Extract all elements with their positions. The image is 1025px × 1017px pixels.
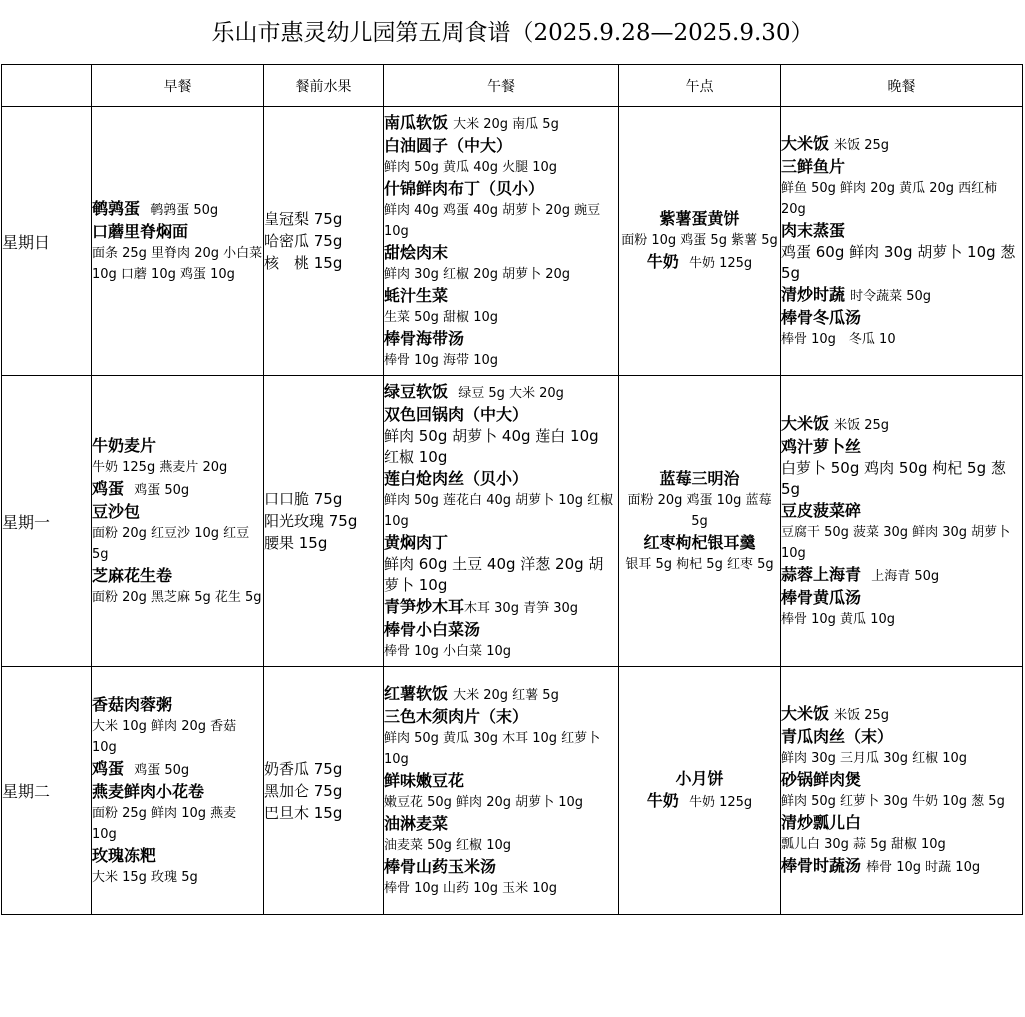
lunch-cell [384,107,619,376]
dish-detail: 油麦菜 50g 红椒 10g [384,837,511,853]
dish-detail: 鲜肉 30g 三月瓜 30g 红椒 10g [781,751,968,766]
dish-detail: 棒骨 10g 时蔬 10g [866,860,981,875]
dish-name: 白油圆子（中大） [384,135,513,155]
dish-detail: 鸡蛋 60g 鲜肉 30g 胡萝卜 10g 葱 5g [781,242,1016,282]
header-dinner: 晚餐 [781,65,1023,107]
fruit-item: 阳光玫瑰 75g [264,512,358,530]
dinner-cell [781,107,1023,376]
dish-name: 蒜蓉上海青 [781,564,862,584]
dish-detail: 面条 25g 里脊肉 20g 小白菜 10g 口蘑 10g 鸡蛋 10g [92,245,263,282]
dish-detail: 牛奶 125g 燕麦片 20g [92,459,228,475]
fruit-item: 哈密瓜 75g [264,232,343,250]
dish-name: 甜烩肉末 [384,242,449,262]
dish-name: 南瓜软饭 [384,112,449,132]
dish-detail: 瓢儿白 30g 蒜 5g 甜椒 10g [781,837,946,852]
dish-detail: 面粉 10g 鸡蛋 5g 紫薯 5g [621,233,778,248]
dish-detail: 时令蔬菜 50g [850,288,932,304]
dish-name: 大米饭 [781,413,830,433]
dish-name: 大米饭 [781,704,830,723]
dish-detail: 鲜肉 50g 黄瓜 40g 火腿 10g [384,159,558,175]
dish-detail: 生菜 50g 甜椒 10g [384,309,498,325]
dish-name: 双色回锅肉（中大） [384,404,529,424]
dish-detail: 棒骨 10g 山药 10g 玉米 10g [384,880,558,896]
dish-name: 棒骨小白菜汤 [384,619,481,639]
dish-name: 三鲜鱼片 [781,156,846,176]
dish-detail: 嫩豆花 50g 鲜肉 20g 胡萝卜 10g [384,794,584,810]
fruit-item: 巴旦木 15g [264,803,343,822]
dish-detail: 牛奶 125g [688,795,753,810]
dish-name: 香菇肉蓉粥 [92,694,173,714]
dish-name: 蓝莓三明治 [659,468,740,488]
dish-detail: 棒骨 10g 黄瓜 10g [781,611,895,627]
dish-name: 青笋炒木耳 [384,596,465,616]
dish-name: 莲白炝肉丝（贝小） [384,468,529,488]
dish-detail: 棒骨 10g 冬瓜 10 [781,331,896,347]
dish-detail: 鲜肉 30g 红椒 20g 胡萝卜 20g [384,266,571,282]
dish-name: 鹌鹑蛋 [92,198,141,218]
dish-name: 玫瑰冻粑 [92,845,157,865]
dish-detail: 鲜肉 50g 红萝卜 30g 牛奶 10g 葱 5g [781,794,1005,809]
breakfast-cell [92,376,264,667]
dish-name: 紫薯蛋黄饼 [659,209,740,228]
breakfast-cell [92,107,264,376]
dish-name: 清炒瓢儿白 [781,813,862,832]
header-fruit: 餐前水果 [264,65,384,107]
breakfast-cell [92,667,264,915]
dinner-cell [781,667,1023,915]
dish-detail: 鲜鱼 50g 鲜肉 20g 黄瓜 20g 西红柿 20g [781,180,998,217]
dish-name: 鸡蛋 [92,478,125,498]
fruit-item: 皇冠梨 75g [264,210,343,228]
dish-name: 蚝汁生菜 [384,285,449,305]
dish-name: 棒骨时蔬汤 [781,856,862,875]
snack-cell [619,107,781,376]
fruit-item: 口口脆 75g [264,490,343,508]
dish-detail: 绿豆 5g 大米 20g [458,385,564,401]
dish-detail: 大米 10g 鲜肉 20g 香菇 10g [92,718,237,755]
snack-cell [619,376,781,667]
menu-table [1,64,1023,915]
fruit-cell [264,376,384,667]
lunch-cell [384,376,619,667]
table-row [2,376,1023,667]
dish-detail: 上海青 50g [871,568,940,584]
dish-name: 口蘑里脊焖面 [92,221,189,241]
dish-name: 黄焖肉丁 [384,532,449,552]
table-row [2,667,1023,915]
dish-detail: 牛奶 125g [688,256,753,271]
dish-name: 红薯软饭 [384,683,449,703]
corner-cell [2,65,92,107]
dish-detail: 面粉 20g 红豆沙 10g 红豆 5g [92,525,250,562]
day-label: 星期一 [2,376,92,667]
dish-detail: 鲜肉 60g 土豆 40g 洋葱 20g 胡萝卜 10g [384,554,604,594]
day-label: 星期二 [2,667,92,915]
dish-name: 清炒时蔬 [781,284,846,304]
dish-detail: 鲜肉 50g 莲花白 40g 胡萝卜 10g 红椒 10g [384,492,614,529]
dish-detail: 银耳 5g 枸杞 5g 红枣 5g [625,556,774,572]
dish-name: 棒骨黄瓜汤 [781,587,862,607]
dish-name: 砂锅鲜肉煲 [781,770,862,789]
dish-detail: 大米 20g 红薯 5g [453,687,559,703]
table-row [2,107,1023,376]
dish-detail: 面粉 20g 黑芝麻 5g 花生 5g [92,589,262,605]
dish-detail: 面粉 25g 鲜肉 10g 燕麦 10g [92,805,237,842]
dish-detail: 豆腐干 50g 菠菜 30g 鲜肉 30g 胡萝卜 10g [781,524,1011,561]
dish-name: 豆沙包 [92,501,141,521]
dish-name: 三色木须肉片（末） [384,706,529,726]
dish-detail: 米饭 25g [834,137,890,153]
lunch-cell [384,667,619,915]
dinner-cell [781,376,1023,667]
header-row [2,65,1023,107]
dish-name: 豆皮菠菜碎 [781,500,862,520]
dish-name: 燕麦鲜肉小花卷 [92,781,205,801]
dish-detail: 面粉 20g 鸡蛋 10g 蓝莓 5g [627,492,772,529]
fruit-item: 黑加仑 75g [264,781,343,800]
dish-name: 棒骨山药玉米汤 [384,856,497,876]
dish-detail: 米饭 25g [834,417,890,433]
dish-name: 鸡蛋 [92,758,125,778]
dish-name: 棒骨海带汤 [384,328,465,348]
fruit-item: 奶香瓜 75g [264,759,343,778]
dish-name: 小月饼 [675,769,724,788]
page-title: 乐山市惠灵幼儿园第五周食谱（2025.9.28—2025.9.30） [211,20,814,46]
dish-detail: 木耳 30g 青笋 30g [464,600,579,616]
dish-detail: 鲜肉 40g 鸡蛋 40g 胡萝卜 20g 豌豆 10g [384,202,601,239]
dish-detail: 大米 20g 南瓜 5g [453,116,559,132]
dish-name: 红枣枸杞银耳羹 [643,532,756,552]
fruit-item: 腰果 15g [264,534,328,552]
header-lunch: 午餐 [384,65,619,107]
dish-name: 青瓜肉丝（末） [781,727,894,746]
dish-name: 鲜味嫩豆花 [384,770,465,790]
dish-name: 牛奶 [646,252,679,271]
day-label: 星期日 [2,107,92,376]
fruit-cell [264,667,384,915]
dish-name: 绿豆软饭 [384,381,449,401]
header-snack: 午点 [619,65,781,107]
dish-detail: 棒骨 10g 海带 10g [384,352,498,368]
dish-name: 什锦鲜肉布丁（贝小） [384,178,545,198]
dish-name: 牛奶麦片 [92,435,157,455]
dish-detail: 白萝卜 50g 鸡肉 50g 枸杞 5g 葱 5g [781,458,1006,498]
dish-detail: 鲜肉 50g 胡萝卜 40g 莲白 10g 红椒 10g [384,426,599,466]
dish-name: 油淋麦菜 [384,813,449,833]
dish-detail: 鸡蛋 50g [134,762,190,778]
dish-name: 肉末蒸蛋 [781,220,846,240]
dish-detail: 大米 15g 玫瑰 5g [92,869,198,885]
dish-detail: 鸡蛋 50g [134,482,190,498]
header-breakfast: 早餐 [92,65,264,107]
snack-cell [619,667,781,915]
dish-name: 鸡汁萝卜丝 [781,436,862,456]
dish-detail: 鲜肉 50g 黄瓜 30g 木耳 10g 红萝卜 10g [384,730,601,767]
fruit-item: 核 桃 15g [264,254,343,272]
dish-name: 大米饭 [781,133,830,153]
dish-detail: 鹌鹑蛋 50g [150,202,219,218]
dish-detail: 米饭 25g [834,708,890,723]
dish-name: 牛奶 [646,791,679,810]
dish-name: 棒骨冬瓜汤 [781,307,862,327]
dish-name: 芝麻花生卷 [92,565,173,585]
dish-detail: 棒骨 10g 小白菜 10g [384,643,511,659]
fruit-cell [264,107,384,376]
